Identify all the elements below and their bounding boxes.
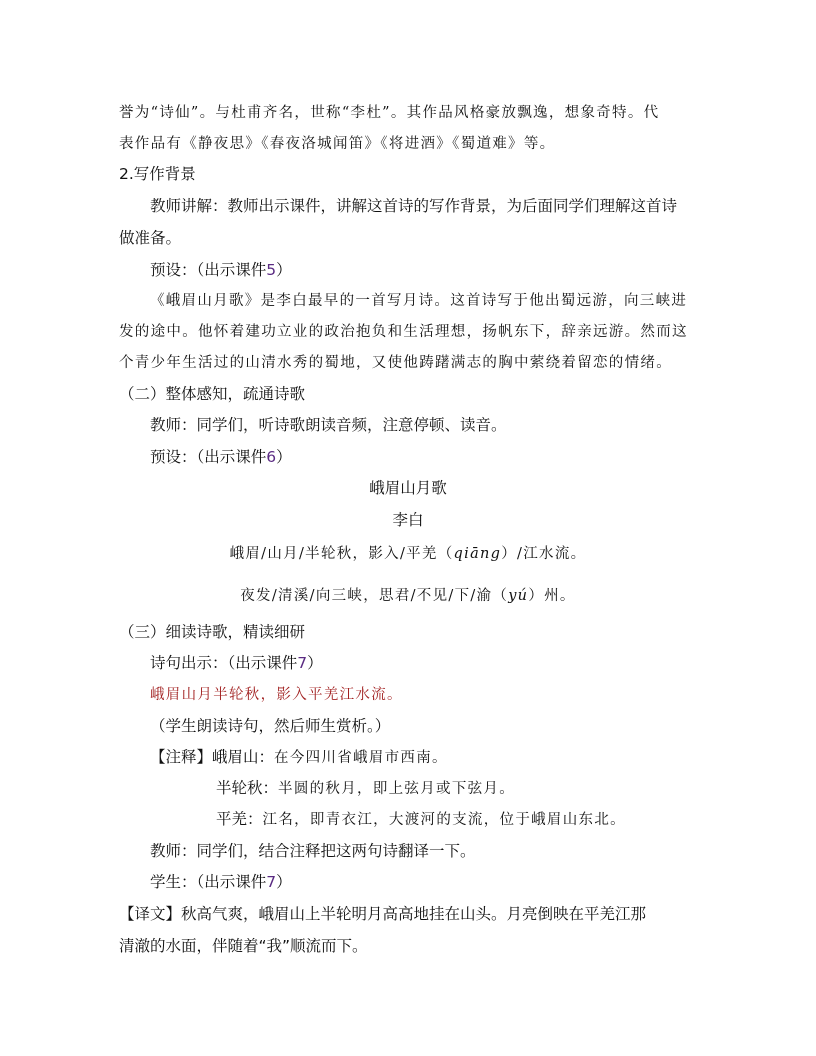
note-2-label: 半轮秋： [216, 779, 279, 797]
note-3-label: 平羌： [216, 810, 263, 828]
courseware-number: 7 [266, 873, 277, 891]
teacher-translate-line: 教师：同学们，结合注释把这两句诗翻译一下。 [150, 842, 476, 860]
teacher-explain-line-2: 做准备。 [119, 229, 182, 247]
note-1-text: 在今四川省峨眉市西南。 [274, 750, 448, 766]
note-emei-mountain [150, 747, 448, 768]
poem-line-2-part-b: ）州。 [528, 588, 576, 604]
section-heading-background: 2.写作背景 [119, 165, 196, 183]
note-2-text: 半圆的秋月，即上弦月或下弦月。 [278, 781, 516, 797]
background-text-line-1: 《峨眉山月歌》是李白最早的一首写月诗。这首诗写于他出蜀远游，向三峡进 [150, 293, 688, 309]
pinyin-yu: yú [508, 588, 529, 604]
notes-label: 【注释】峨眉山： [150, 748, 275, 766]
poem-line-2 [0, 586, 816, 606]
teacher-explain-line-1: 教师讲解：教师出示课件，讲解这首诗的写作背景，为后面同学们理解这首诗 [150, 197, 678, 215]
preset-close: ） [276, 448, 292, 466]
note-half-wheel-autumn [216, 778, 515, 799]
student-close: ） [276, 873, 292, 891]
poem-title: 峨眉山月歌 [369, 479, 447, 497]
preset-close: ） [276, 261, 292, 279]
show-label: 诗句出示：（出示课件 [150, 654, 298, 672]
preset-label: 预设：（出示课件 [150, 261, 267, 279]
preset-courseware-5 [150, 260, 292, 280]
courseware-number: 6 [266, 448, 277, 466]
highlighted-verse: 峨眉山月半轮秋，影入平羌江水流。 [150, 687, 403, 703]
background-text-line-3: 个青少年生活过的山清水秀的蜀地，又使他踌躇满志的胸中萦绕着留恋的情绪。 [119, 355, 672, 371]
background-text-line-2: 发的途中。他怀着建功立业的政治抱负和生活理想，扬帆东下，辞亲远游。然而这 [119, 324, 688, 340]
note-pingqiang [216, 809, 626, 830]
pinyin-qiang: qiāng [453, 546, 502, 562]
bio-line-1: 誉为“诗仙”。与杜甫齐名，世称“李杜”。其作品风格豪放飘逸，想象奇特。代 [119, 105, 660, 121]
section-heading-overall: （二）整体感知，疏通诗歌 [119, 385, 306, 403]
student-label: 学生：（出示课件 [150, 873, 267, 891]
preset-label: 预设：（出示课件 [150, 448, 267, 466]
student-courseware-7 [150, 872, 292, 892]
translation-line-1: 【译文】秋高气爽，峨眉山上半轮明月高高地挂在山头。月亮倒映在平羌江那 [119, 905, 647, 923]
poem-line-1-part-a: 峨眉/山月/半轮秋，影入/平羌（ [229, 546, 454, 562]
courseware-number: 7 [297, 654, 308, 672]
poem-author: 李白 [392, 511, 424, 529]
preset-courseware-6 [150, 447, 292, 467]
poem-line-2-part-a: 夜发/清溪/向三峡，思君/不见/下/渝（ [240, 588, 509, 604]
teacher-listen-line: 教师：同学们，听诗歌朗读音频，注意停顿、读音。 [150, 416, 507, 434]
section-heading-close-reading: （三）细读诗歌，精读细研 [119, 623, 306, 641]
note-3-text: 江名，即青衣江，大渡河的支流，位于峨眉山东北。 [262, 812, 626, 828]
poem-line-1-part-b: ）/江水流。 [501, 546, 587, 562]
poem-line-1 [0, 544, 816, 564]
courseware-number: 5 [266, 261, 277, 279]
show-close: ） [307, 654, 323, 672]
bio-line-2: 表作品有《静夜思》《春夜洛城闻笛》《将进酒》《蜀道难》等。 [119, 136, 556, 152]
verse-show-line [150, 653, 323, 673]
student-read-note: （学生朗读诗句，然后师生赏析。） [150, 717, 391, 735]
translation-line-2: 清澈的水面，伴随着“我”顺流而下。 [119, 937, 368, 955]
